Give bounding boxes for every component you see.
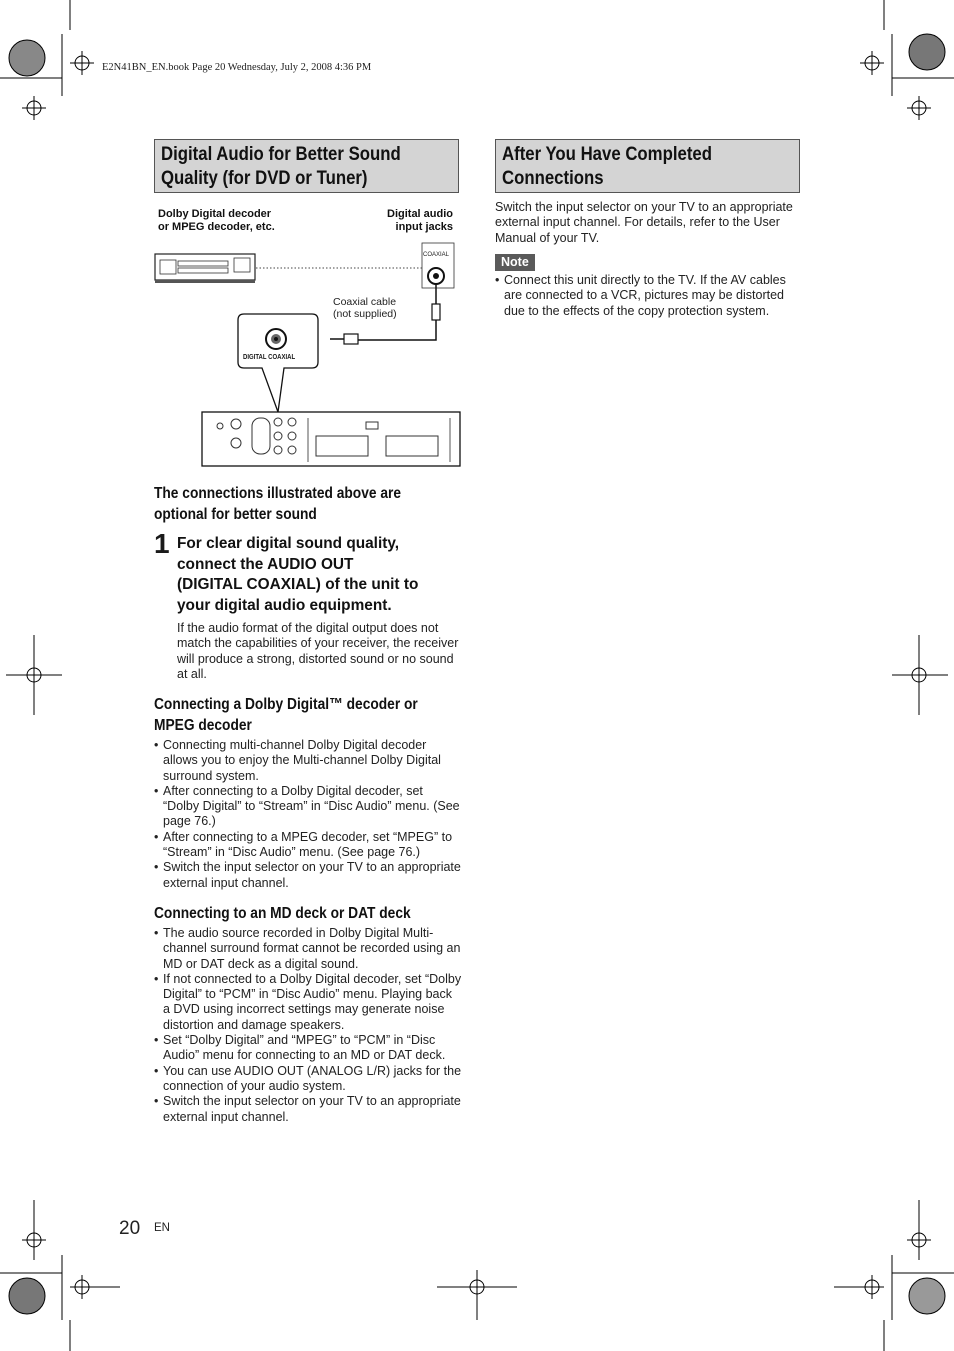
file-info-header: E2N41BN_EN.book Page 20 Wednesday, July 2, 2008 4:36 PM bbox=[102, 62, 372, 73]
section-title-box-digital-audio bbox=[154, 139, 459, 193]
md-dat-heading: Connecting to an MD deck or DAT deck bbox=[154, 905, 411, 922]
unit-rear-panel bbox=[202, 412, 460, 466]
step-title-line3: (DIGITAL COAXIAL) of the unit to bbox=[177, 576, 419, 594]
step-number: 1 bbox=[154, 528, 170, 559]
list-item: • After connecting to a MPEG decoder, set “MPEG” to “Stream” in “Disc Audio” menu. (See page 76.) bbox=[154, 830, 462, 861]
list-item: • If not connected to a Dolby Digital decoder, set “Dolby Digital” to “PCM” in “Disc Audio” menu. Playing back a DVD using incorrect settings may generate noise distortion and damage speakers. bbox=[154, 972, 462, 1033]
list-item: • The audio source recorded in Dolby Digital Multi-channel surround format cannot be recorded using an MD or DAT deck as a digital sound. bbox=[154, 926, 462, 972]
list-item: • You can use AUDIO OUT (ANALOG L/R) jacks for the connection of your audio system. bbox=[154, 1064, 462, 1095]
step-title-line2: connect the AUDIO OUT bbox=[177, 555, 354, 573]
list-item: • Switch the input selector on your TV to an appropriate external input channel. bbox=[154, 860, 462, 891]
coaxial-cable-label-line2: (not supplied) bbox=[333, 307, 397, 320]
section-title-box-after-connections bbox=[495, 139, 800, 193]
section-title-line2: Quality (for DVD or Tuner) bbox=[161, 167, 368, 189]
page-number: 20 bbox=[119, 1218, 141, 1239]
connection-diagram bbox=[150, 238, 462, 472]
list-item: • Connect this unit directly to the TV. If the AV cables are connected to a VCR, pictures may be distorted due to the effects of the copy protection system. bbox=[495, 273, 801, 319]
list-item: • Set “Dolby Digital” and “MPEG” to “PCM” in “Disc Audio” menu for connecting to an MD or DAT deck. bbox=[154, 1033, 462, 1064]
list-item: • Switch the input selector on your TV to an appropriate external input channel. bbox=[154, 1094, 462, 1125]
step-title-line1: For clear digital sound quality, bbox=[177, 535, 400, 552]
dolby-bullet-list bbox=[154, 738, 462, 891]
list-item: • Connecting multi-channel Dolby Digital decoder allows you to enjoy the Multi-channel Dolby Digital surround system. bbox=[154, 738, 462, 784]
decoder-label-line1: Dolby Digital decoder bbox=[158, 208, 272, 220]
step-body: If the audio format of the digital output does not match the capabilities of your receiver, the receiver will produce a strong, distorted sound or no sound at all. bbox=[177, 621, 459, 681]
section-title-line1: After You Have Completed bbox=[502, 143, 712, 165]
receiver-illustration bbox=[155, 254, 255, 283]
step-title-line4: your digital audio equipment. bbox=[177, 596, 392, 614]
note-badge: Note bbox=[495, 254, 535, 271]
optional-connections-heading bbox=[154, 483, 401, 525]
coaxial-jack-label: COAXIAL bbox=[423, 252, 450, 258]
input-jacks-label bbox=[350, 208, 453, 234]
page-language: EN bbox=[154, 1222, 170, 1234]
dolby-heading-line2: MPEG decoder bbox=[154, 717, 252, 734]
input-jacks-label-line2: input jacks bbox=[395, 221, 453, 233]
coaxial-cable-label bbox=[333, 297, 397, 320]
optional-heading-line1: The connections illustrated above are bbox=[154, 485, 401, 502]
coaxial-cable-label-line1: Coaxial cable bbox=[333, 296, 397, 308]
section-title-line2: Connections bbox=[502, 167, 604, 189]
dolby-heading-line1: Connecting a Dolby Digital™ decoder or bbox=[154, 696, 418, 713]
md-dat-bullet-list bbox=[154, 926, 462, 1125]
dolby-heading bbox=[154, 694, 418, 736]
after-connections-body: Switch the input selector on your TV to an appropriate external input channel. For details, refer to the User Manual of your TV. bbox=[495, 200, 793, 245]
decoder-label bbox=[158, 208, 275, 234]
step-title bbox=[177, 534, 462, 616]
section-title-line1: Digital Audio for Better Sound bbox=[161, 143, 401, 165]
decoder-label-line2: or MPEG decoder, etc. bbox=[158, 221, 275, 233]
list-item: • After connecting to a Dolby Digital decoder, set “Dolby Digital” to “Stream” in “Disc Audio” menu. (See page 76.) bbox=[154, 784, 462, 830]
digital-coaxial-label: DIGITAL COAXIAL bbox=[243, 352, 296, 361]
input-jacks-label-line1: Digital audio bbox=[387, 208, 453, 220]
optional-heading-line2: optional for better sound bbox=[154, 506, 317, 523]
note-bullet-list bbox=[495, 273, 801, 319]
